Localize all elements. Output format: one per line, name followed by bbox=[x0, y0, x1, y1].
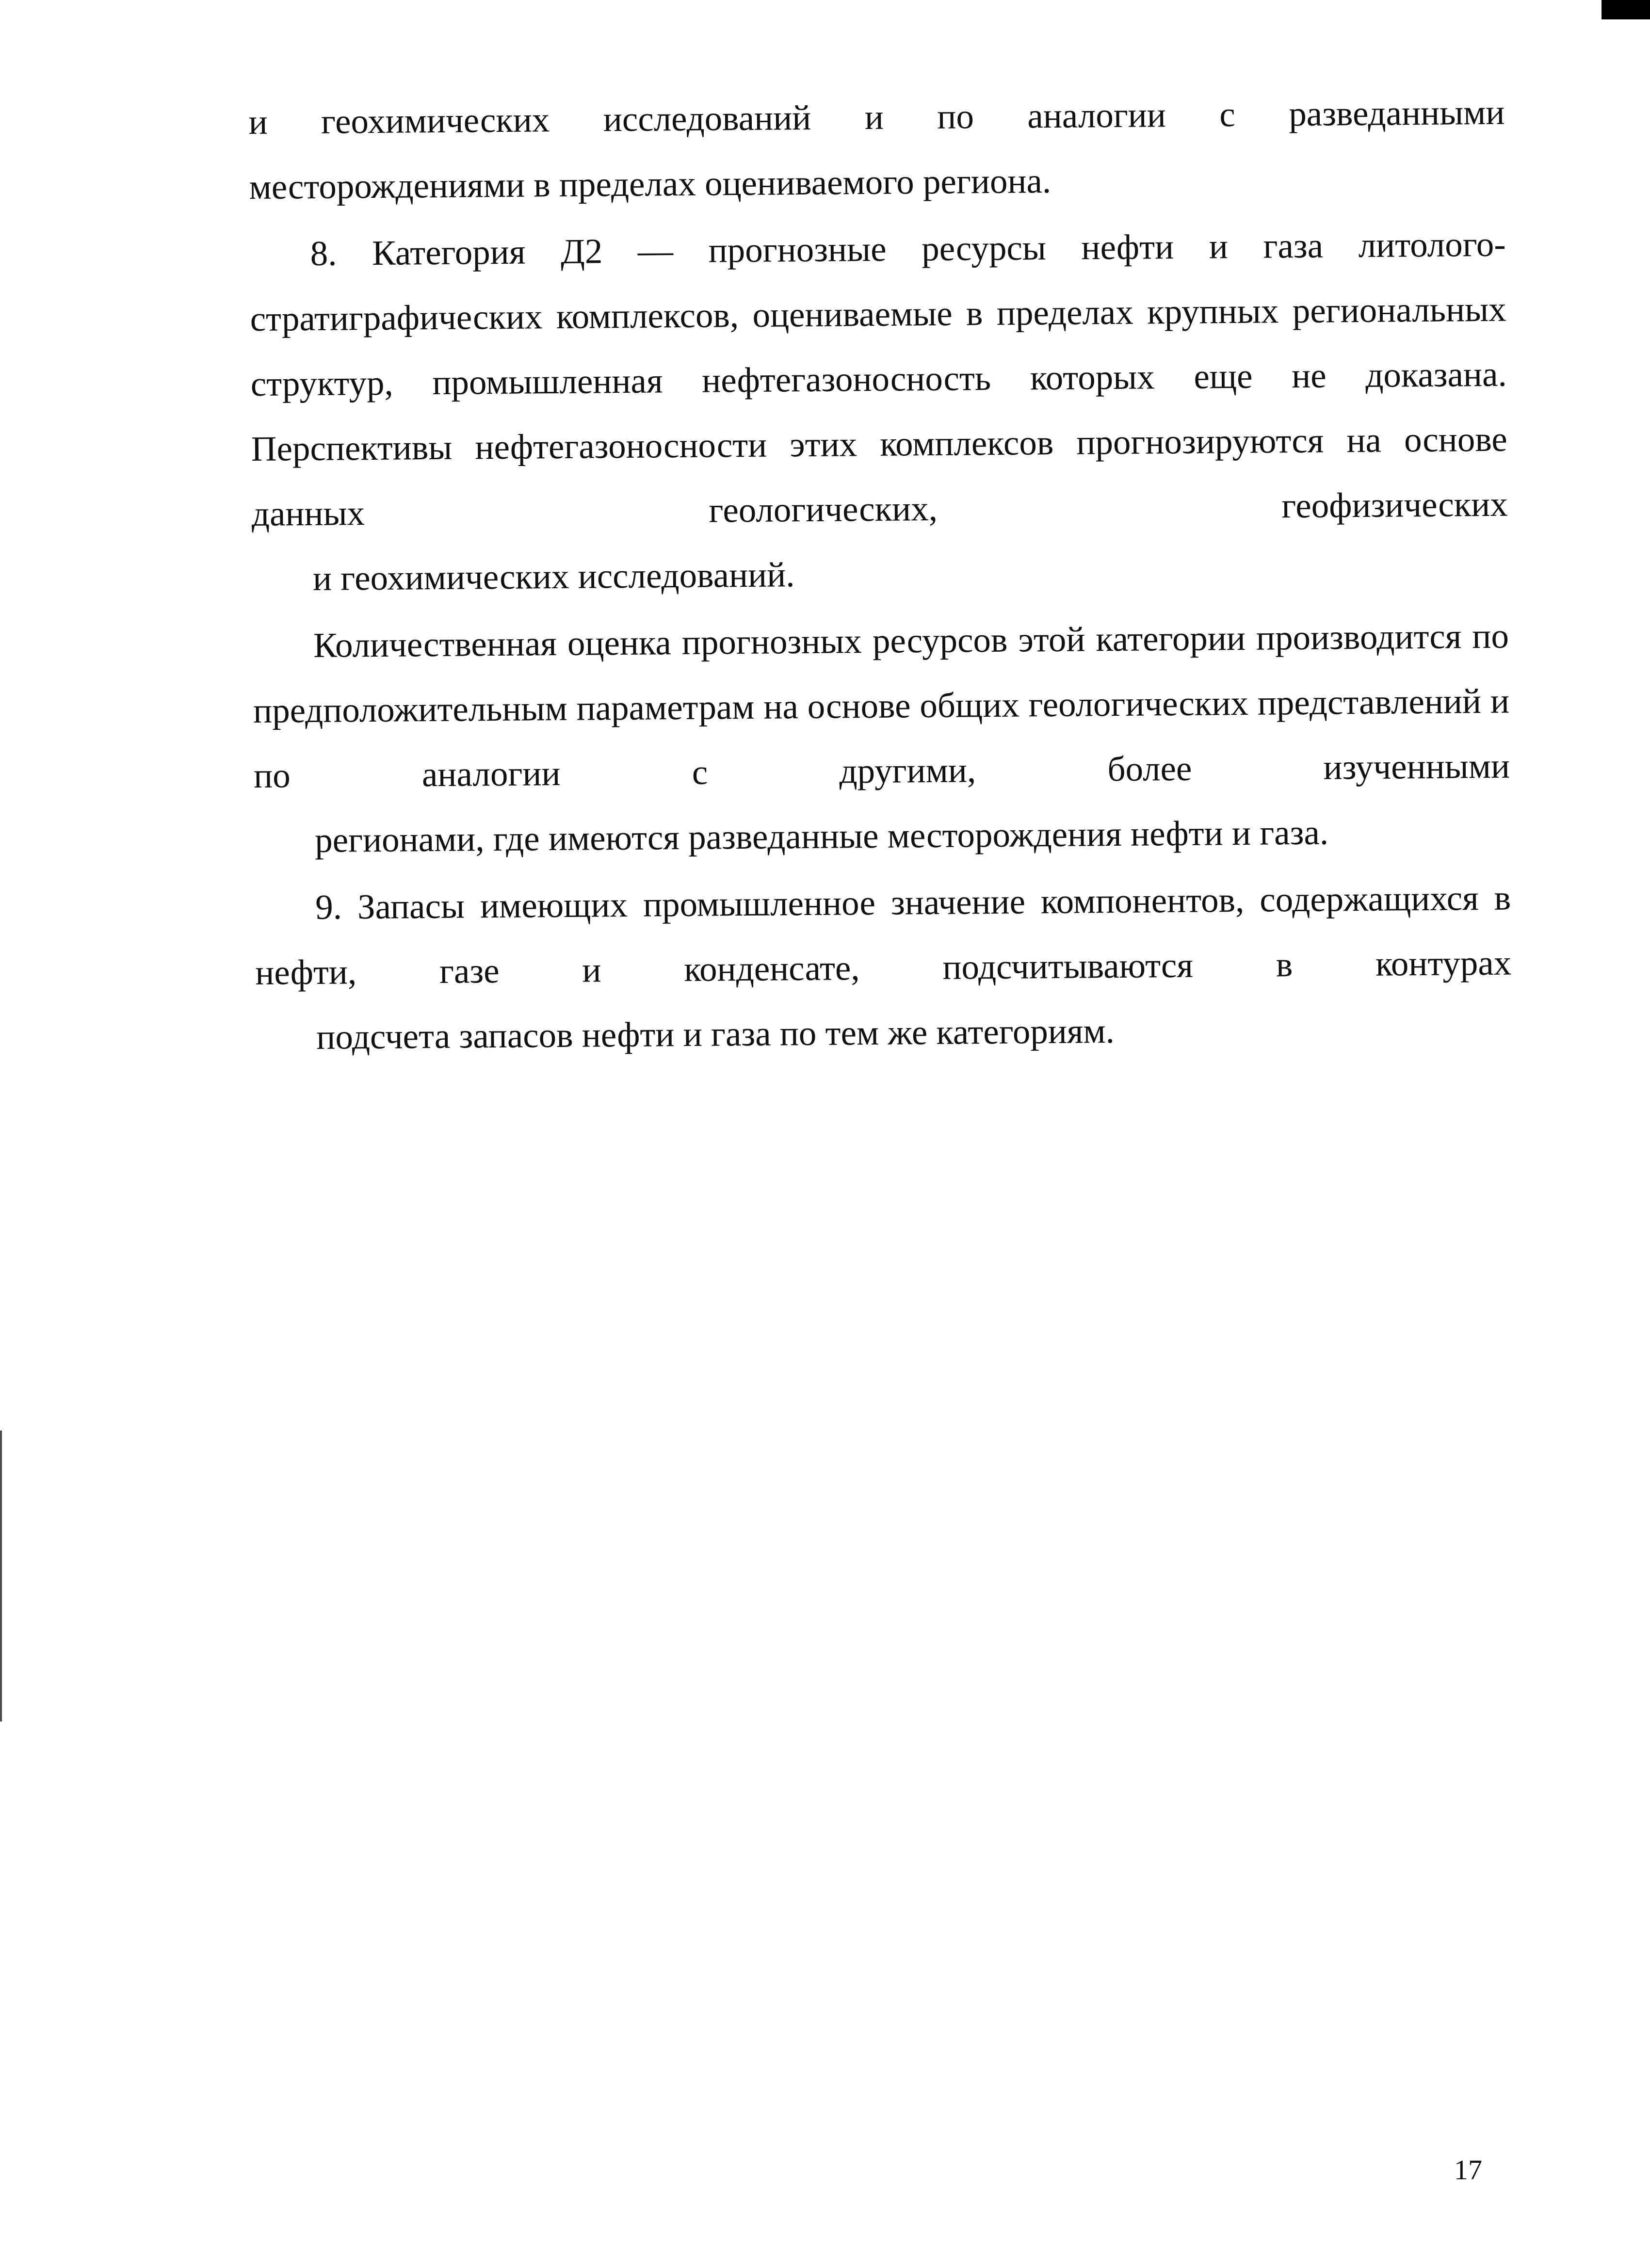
paragraph-last-line: и геохимических исследований. bbox=[312, 555, 795, 598]
paragraph-text bbox=[249, 212, 1508, 611]
paragraph-justified-text: 8. Категория Д2 — прогнозные ресурсы нефти и газа литолого-стратиграфических комплексов, оцениваемые в пределах крупных региональных структур, промышленная нефтегазоносность которых еще не доказана. Перспективы нефтегазоносности этих комплексов прогнозируются на основе данных геологических, геофизических bbox=[250, 224, 1508, 533]
page-number: 17 bbox=[1454, 2154, 1482, 2186]
paragraph-3 bbox=[252, 604, 1510, 873]
paragraph-1 bbox=[248, 80, 1505, 220]
paragraph-text bbox=[255, 866, 1512, 1070]
paragraph-4 bbox=[255, 866, 1512, 1070]
paragraph-last-line: подсчета запасов нефти и газа по тем же категориям. bbox=[316, 1011, 1115, 1057]
paragraph-last-line: регионами, где имеются разведанные месторождения нефти и газа. bbox=[314, 812, 1329, 860]
scan-edge bbox=[0, 1431, 2, 1721]
paragraph-justified-text: 9. Запасы имеющих промышленное значение компонентов, содержащихся в нефти, газе и конденсате, подсчитываются в контурах bbox=[255, 878, 1512, 992]
paragraph-text bbox=[252, 604, 1510, 873]
paragraph-justified-text: Количественная оценка прогнозных ресурсов этой категории производится по предположительным параметрам на основе общих геологических представлений и по аналогии с другими, более изученными bbox=[253, 616, 1510, 795]
scan-mark bbox=[1601, 0, 1650, 19]
body-text bbox=[248, 80, 1512, 1072]
paragraph-2 bbox=[249, 212, 1508, 611]
paragraph-last-line: месторождениями в пределах оцениваемого региона. bbox=[249, 161, 1051, 207]
paragraph-justified-text: и геохимических исследований и по аналогии с разведанными bbox=[248, 92, 1505, 142]
paragraph-text bbox=[248, 80, 1505, 220]
